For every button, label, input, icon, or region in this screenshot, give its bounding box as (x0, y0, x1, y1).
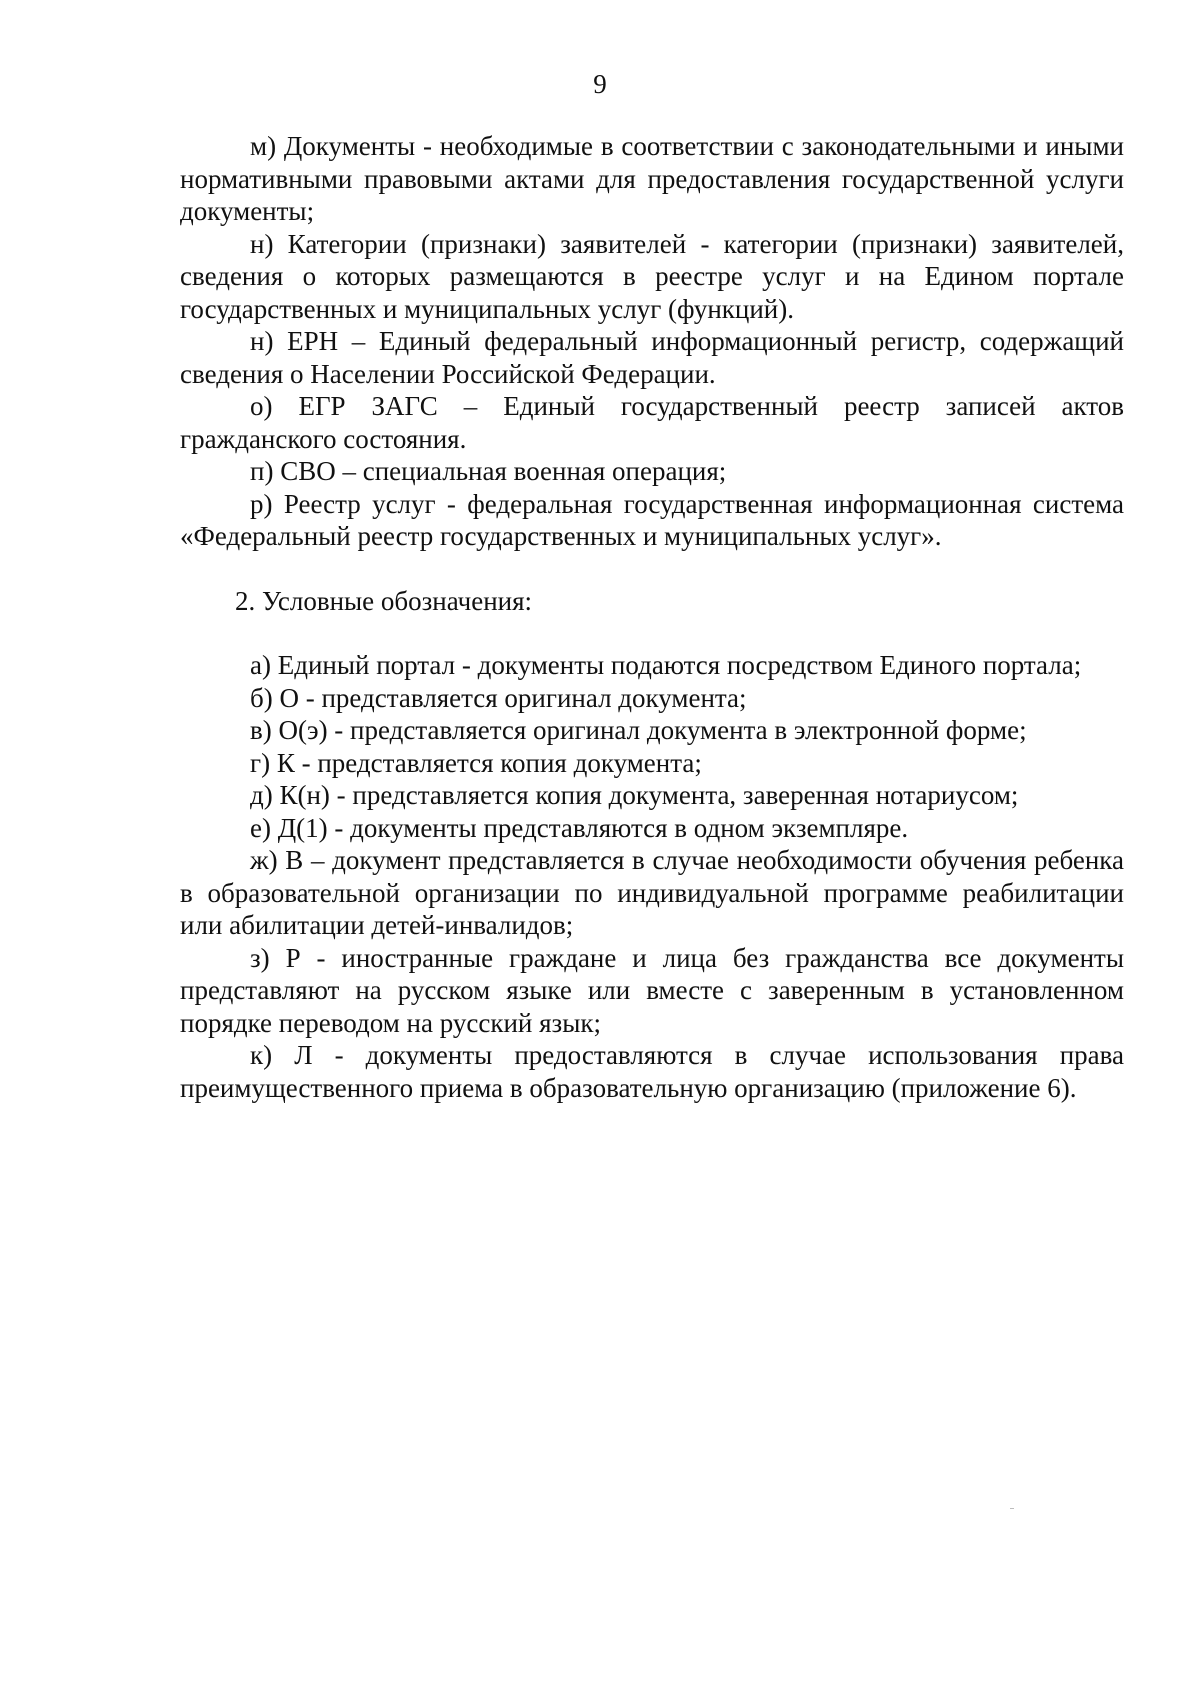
definition-item: р) Реестр услуг - федеральная государственная информационная система «Федеральный реестр государственных и муниципальных услуг». (180, 488, 1124, 551)
definition-item: п) СВО – специальная военная операция; (250, 456, 727, 486)
symbol-item: б) О - представляется оригинал документа; (250, 682, 747, 713)
definition-item: м) Документы - необходимые в соответствии с законодательными и иными нормативными правовыми актами для предоставления государственной услуги документы; (180, 131, 1124, 226)
document-body (180, 130, 1124, 1104)
definition-item: о) ЕГР ЗАГС – Единый государственный реестр записей актов гражданского состояния. (180, 391, 1124, 454)
page-number: 9 (593, 69, 607, 99)
definition-item: н) Категории (признаки) заявителей - категории (признаки) заявителей, сведения о которых размещаются в реестре услуг и на Едином портале государственных и муниципальных услуг (функций). (180, 228, 1124, 324)
symbol-item: ж) В – документ представляется в случае необходимости обучения ребенка в образовательной организации по индивидуальной программе реабилитации или абилитации детей-инвалидов; (180, 845, 1124, 940)
symbol-item: д) К(н) - представляется копия документа, заверенная нотариусом; (250, 780, 1019, 810)
scan-speck (1010, 1508, 1014, 1509)
symbol-item: к) Л - документы предоставляются в случае использования права преимущественного приема в образовательную организацию (приложение 6). (180, 1040, 1124, 1103)
symbol-item: г) К - представляется копия документа; (250, 747, 702, 778)
section-heading: 2. Условные обозначения: (235, 585, 533, 616)
symbol-item: з) Р - иностранные граждане и лица без гражданства все документы представляют на русском языке или вместе с заверенным в установленном порядке переводом на русский язык; (180, 942, 1124, 1038)
symbols-list (180, 649, 1124, 1104)
symbol-item: е) Д(1) - документы представляются в одном экземпляре. (250, 812, 909, 843)
definitions-list (180, 130, 1124, 553)
symbol-item: а) Единый портал - документы подаются посредством Единого портала; (250, 650, 1082, 680)
symbol-item: в) О(э) - представляется оригинал документа в электронной форме; (250, 715, 1027, 745)
definition-item: н) ЕРН – Единый федеральный информационный регистр, содержащий сведения о Населении Российской Федерации. (180, 326, 1124, 389)
